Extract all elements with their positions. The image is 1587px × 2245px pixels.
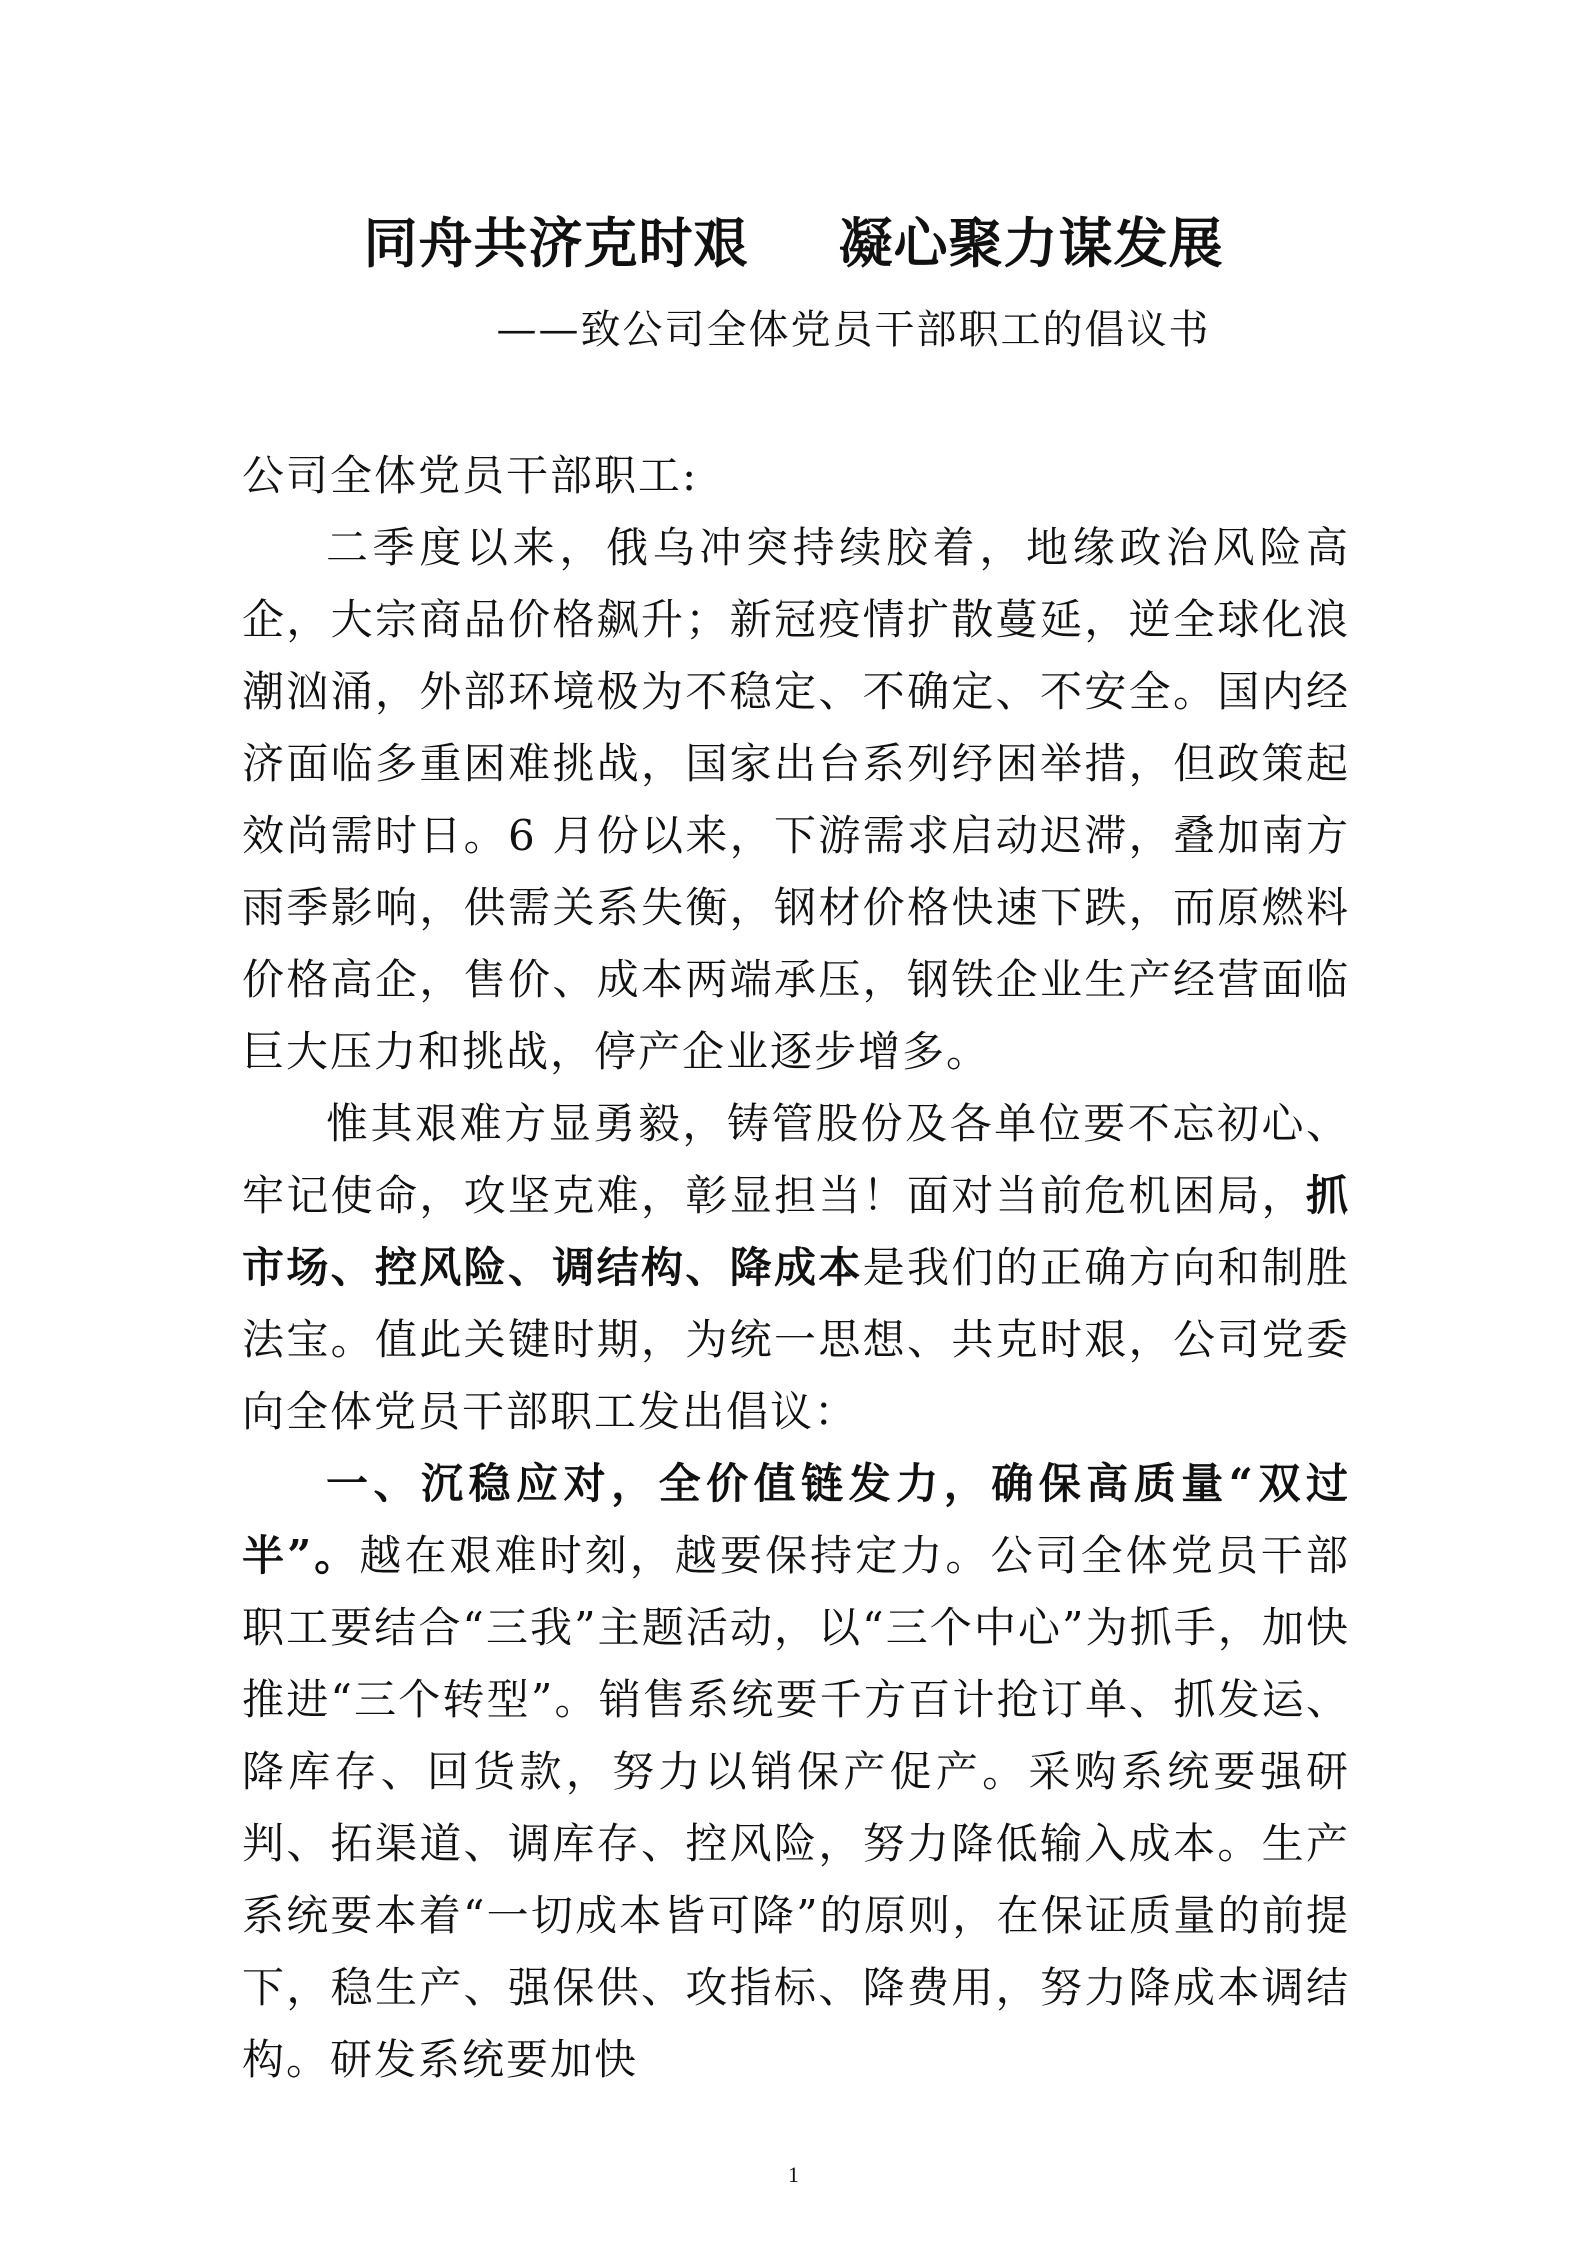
- paragraph-3-text: 越在艰难时刻，越要保持定力。公司全体党员干部职工要结合“三我”主题活动，以“三个中心”为抓手，加快推进“三个转型”。销售系统要千方百计抢订单、抓发运、降库存、回货款，努力以销保产促产。采购系统要强研判、拓渠道、调库存、控风险，努力降低输入成本。生产系统要本着“一切成本皆可降”的原则，在保证质量的前提下，稳生产、强保供、攻指标、降费用，努力降成本调结构。研发系统要加快: [242, 1531, 1350, 2084]
- page-number: 1: [788, 2162, 799, 2187]
- document-subtitle: ——致公司全体党员干部职工的倡议书: [496, 307, 1211, 353]
- paragraph-2-text-a: 惟其艰难方显勇毅，铸管股份及各单位要不忘初心、牢记使命，攻坚克难，彰显担当！面对当前危机困局，: [242, 1099, 1350, 1220]
- paragraph-2: [242, 1088, 1350, 1448]
- paragraph-2-text-b: 是我们的正确方向和制胜法宝。值此关键时期，为统一思想、共克时艰，公司党委向全体党员干部职工发出倡议：: [242, 1243, 1350, 1436]
- section-heading-1: 一、沉稳应对，全价值链发力，确保高质量“双过半”。: [242, 1459, 1350, 1580]
- paragraph-1: 二季度以来，俄乌冲突持续胶着，地缘政治风险高企，大宗商品价格飙升；新冠疫情扩散蔓延，逆全球化浪潮汹涌，外部环境极为不稳定、不确定、不安全。国内经济面临多重困难挑战，国家出台系列纾困举措，但政策起效尚需时日。6 月份以来，下游需求启动迟滞，叠加南方雨季影响，供需关系失衡，钢材价格快速下跌，而原燃料价格高企，售价、成本两端承压，钢铁企业生产经营面临巨大压力和挑战，停产企业逐步增多。: [242, 523, 1350, 1076]
- document-body: [242, 440, 1350, 2096]
- paragraph-2-emphasis: 抓市场、控风险、调结构、降成本: [242, 1171, 1350, 1292]
- title-part-1: 同舟共济克时艰: [363, 211, 749, 275]
- title-part-2: 凝心聚力谋发展: [838, 211, 1224, 275]
- paragraph-3: [242, 1448, 1350, 2096]
- salutation: 公司全体党员干部职工:: [242, 451, 699, 500]
- document-title: [0, 208, 1587, 278]
